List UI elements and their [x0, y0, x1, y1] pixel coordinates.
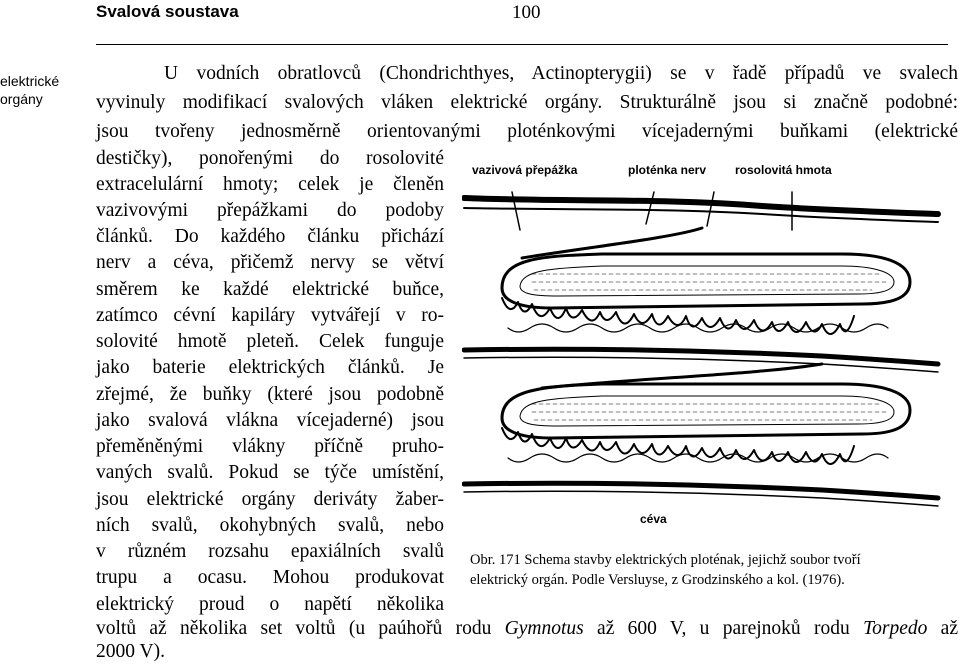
- caption-line: Obr. 171 Schema stavby elektrických ploténak, jejichž soubor tvoří: [470, 552, 861, 568]
- text-line: extracelulární hmoty; celek je členěn: [96, 174, 444, 195]
- electric-plate: [502, 254, 910, 308]
- text-line: jsou elektrické orgány deriváty žaber-: [96, 489, 444, 510]
- figure-caption: [470, 550, 950, 590]
- text-line: jsou tvořeny jednosměrně orientovanými ploténkovými vícejadernými buňkami (elektrické: [96, 121, 958, 142]
- leader-line: [707, 192, 714, 226]
- text-line: článků. Do každého článku přichází: [96, 226, 444, 247]
- text-line: v různém rozsahu epaxiálních svalů: [96, 541, 444, 562]
- electric-plate-inner: [520, 266, 894, 296]
- electric-organ-figure: [462, 178, 950, 518]
- label-plate-nerve: ploténka nerv: [628, 163, 707, 177]
- chapter-title: Svalová soustava: [96, 2, 239, 21]
- text-line: nerv a céva, přičemž nervy se větví: [96, 252, 444, 273]
- text-line: elektrický proud o napětí několika: [96, 594, 444, 615]
- text-line: vaných svalů. Pokud se týče umístění,: [96, 462, 444, 483]
- text-line: U vodních obratlovců (Chondrichthyes, Actinopterygii) se v řadě případů ve svalech: [164, 63, 958, 84]
- margin-note: elektrické orgány: [0, 73, 60, 107]
- text-line: destičky), ponořenými do rosolovité: [96, 148, 444, 169]
- leader-line: [646, 192, 654, 224]
- text-line: [96, 618, 958, 640]
- label-septum: vazivová přepážka: [472, 163, 578, 177]
- text-run: voltů až několika set voltů (u paúhořů rodu: [96, 618, 505, 639]
- label-jelly: rosolovitá hmota: [735, 163, 832, 177]
- text-line: vyvinuly modifikací svalových vláken elektrické orgány. Strukturálně jsou si značně podobné:: [96, 92, 958, 113]
- text-line: jako svalová vlákna vícejaderné) jsou: [96, 410, 444, 431]
- electric-plate: [502, 384, 910, 438]
- page-number: 100: [512, 2, 541, 23]
- text-line: vazivovými přepážkami do podoby: [96, 200, 444, 221]
- plate-striation: [532, 404, 887, 420]
- text-line: přeměněnými vlákny příčně pruho-: [96, 436, 444, 457]
- text-line: solovité hmotě pleteň. Celek funguje: [96, 331, 444, 352]
- text-line: trupu a ocasu. Mohou produkovat: [96, 567, 444, 588]
- text-run: až 600 V, u parejnoků rodu: [583, 618, 864, 639]
- caption-line: elektrický orgán. Podle Versluyse, z Grodzinského a kol. (1976).: [470, 572, 845, 588]
- text-line: zatímco cévní kapiláry vytvářejí v ro-: [96, 305, 444, 326]
- plate-striation: [532, 274, 887, 290]
- text-line: 2000 V).: [96, 641, 165, 662]
- electric-plate-inner: [520, 396, 894, 426]
- text-line: ních svalů, okohybných svalů, nebo: [96, 515, 444, 536]
- text-run: až: [927, 618, 958, 639]
- text-line: směrem ke každé elektrické buňce,: [96, 279, 444, 300]
- label-vessel: céva: [640, 512, 667, 526]
- text-line: jako baterie elektrických článků. Je: [96, 357, 444, 378]
- text-line: zřejmé, že buňky (které jsou podobně: [96, 384, 444, 405]
- header-rule: [96, 44, 948, 45]
- genus-torpedo: Torpedo: [863, 618, 928, 639]
- genus-gymnotus: Gymnotus: [504, 618, 584, 639]
